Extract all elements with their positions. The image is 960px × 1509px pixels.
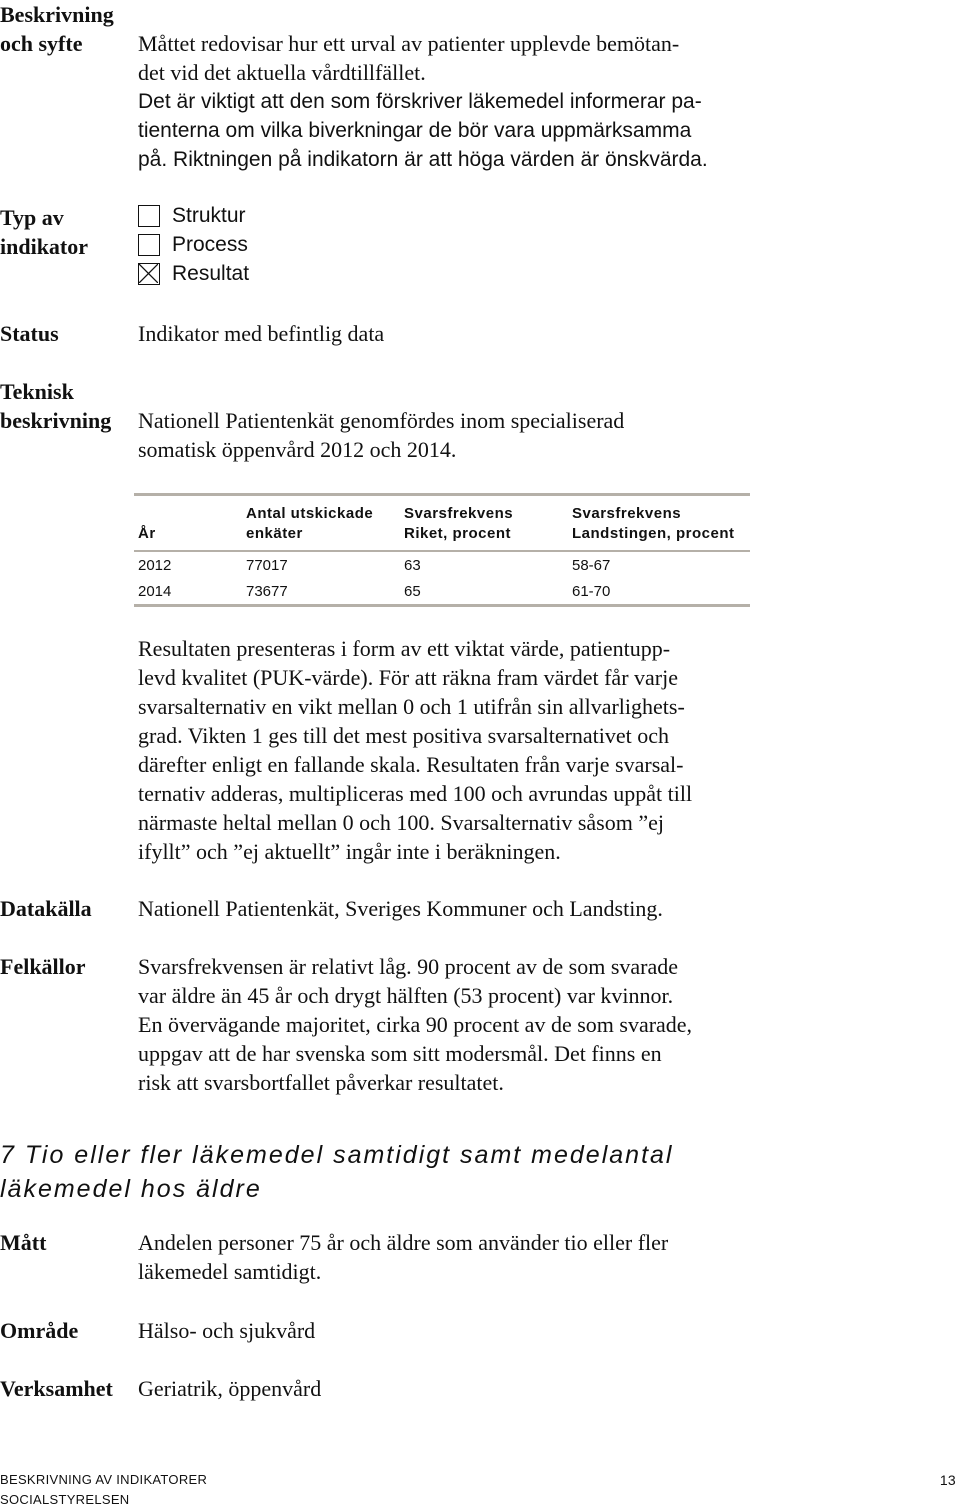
felkallor-text (138, 952, 692, 1097)
checkbox-process[interactable] (138, 234, 160, 256)
option-label: Resultat (172, 261, 250, 285)
heading-line: 7 Tio eller fler läkemedel samtidigt samt medelantal (0, 1141, 674, 1169)
text-line: Andelen personer 75 år och äldre som använder tio eller fler (138, 1230, 669, 1255)
text-line: tienterna om vilka biverkningar de bör vara uppmärksamma (138, 119, 692, 142)
label-matt: Mått (0, 1230, 47, 1255)
option-resultat[interactable] (138, 259, 249, 288)
text-line: ifyllt” och ”ej aktuellt” ingår inte i beräkningen. (138, 839, 561, 864)
label-status: Status (0, 321, 59, 346)
label-verksamhet: Verksamhet (0, 1376, 113, 1401)
cell-landsting: 58-67 (572, 556, 611, 574)
heading-line: läkemedel hos äldre (0, 1175, 262, 1203)
col-header-ar (134, 495, 242, 552)
table-row (134, 551, 750, 578)
footer-title: BESKRIVNING AV INDIKATORER (0, 1472, 208, 1487)
text-line: Måttet redovisar hur ett urval av patienter upplevde bemötan- (138, 31, 680, 56)
text-line: risk att svarsbortfallet påverkar resultatet. (138, 1070, 504, 1095)
cell-year: 2014 (138, 582, 172, 600)
footer-org: SOCIALSTYRELSEN (0, 1492, 130, 1507)
header-line: enkäter (246, 525, 303, 542)
beskrivning-text (138, 29, 679, 87)
text-line: det vid det aktuella vårdtillfället. (138, 60, 426, 85)
header-line: År (138, 525, 156, 542)
option-label: Process (172, 232, 248, 256)
col-header-antal (242, 495, 400, 552)
option-struktur[interactable] (138, 201, 246, 230)
cell-antal: 73677 (246, 582, 288, 600)
header-line: Svarsfrekvens (404, 505, 514, 522)
resultat-text (138, 634, 692, 866)
cell-year: 2012 (138, 556, 172, 574)
checkbox-resultat[interactable] (138, 263, 160, 285)
option-process[interactable] (138, 230, 248, 259)
table-row (134, 578, 750, 606)
header-line: Landstingen, procent (572, 525, 735, 542)
header-line: Antal utskickade (246, 505, 374, 522)
text-line: somatisk öppenvård 2012 och 2014. (138, 437, 457, 462)
cell-riket: 63 (404, 556, 421, 574)
label-typ (0, 203, 88, 261)
option-label: Struktur (172, 203, 246, 227)
datakalla-value: Nationell Patientenkät, Sveriges Kommuner och Landsting. (138, 896, 663, 921)
matt-text (138, 1228, 668, 1286)
col-header-landsting (568, 495, 750, 552)
label-teknisk (0, 377, 111, 435)
label-line: och syfte (0, 31, 83, 56)
cell-riket: 65 (404, 582, 421, 600)
cross-icon (139, 264, 158, 283)
cell-landsting: 61-70 (572, 582, 611, 600)
text-line: Svarsfrekvensen är relativt låg. 90 procent av de som svarade (138, 954, 679, 979)
teknisk-text (138, 406, 624, 464)
label-line: Beskrivning (0, 2, 114, 27)
col-header-riket (400, 495, 568, 552)
label-beskrivning (0, 0, 114, 58)
text-line: uppgav att de har svenska som sitt modersmål. Det finns en (138, 1041, 662, 1066)
status-value: Indikator med befintlig data (138, 321, 385, 346)
section-heading (0, 1138, 700, 1206)
table-header-row (134, 495, 750, 552)
note-text (138, 87, 708, 174)
text-line: därefter enligt en fallande skala. Resultaten från varje svarsal- (138, 752, 684, 777)
text-line: En övervägande majoritet, cirka 90 procent av de som svarade, (138, 1012, 693, 1037)
text-line: Det är viktigt att den som förskriver läkemedel informerar pa- (138, 90, 702, 113)
text-line: Nationell Patientenkät genomfördes inom specialiserad (138, 408, 625, 433)
text-line: var äldre än 45 år och drygt hälften (53 procent) var kvinnor. (138, 983, 674, 1008)
omrade-value: Hälso- och sjukvård (138, 1318, 316, 1343)
header-line: Svarsfrekvens (572, 505, 682, 522)
text-line: grad. Vikten 1 ges till det mest positiva svarsalternativet och (138, 723, 670, 748)
label-line: indikator (0, 234, 89, 259)
label-line: Typ av (0, 205, 64, 230)
text-line: på. Riktningen på indikatorn är att höga värden är önskvärda. (138, 148, 708, 171)
page-number: 13 (939, 1472, 956, 1488)
verksamhet-value: Geriatrik, öppenvård (138, 1376, 322, 1401)
label-datakalla: Datakälla (0, 896, 92, 921)
header-line: Riket, procent (404, 525, 512, 542)
text-line: läkemedel samtidigt. (138, 1259, 322, 1284)
cell-antal: 77017 (246, 556, 288, 574)
checkbox-struktur[interactable] (138, 205, 160, 227)
label-omrade: Område (0, 1318, 79, 1343)
label-line: Teknisk (0, 379, 74, 404)
label-line: beskrivning (0, 408, 112, 433)
text-line: närmaste heltal mellan 0 och 100. Svarsalternativ såsom ”ej (138, 810, 665, 835)
text-line: ternativ adderas, multipliceras med 100 och avrundas uppåt till (138, 781, 693, 806)
label-felkallor: Felkällor (0, 954, 86, 979)
text-line: Resultaten presenteras i form av ett viktat värde, patientupp- (138, 636, 671, 661)
stats-table (134, 493, 750, 607)
text-line: levd kvalitet (PUK-värde). För att räkna fram värdet får varje (138, 665, 678, 690)
text-line: svarsalternativ en vikt mellan 0 och 1 utifrån sin allvarlighets- (138, 694, 685, 719)
